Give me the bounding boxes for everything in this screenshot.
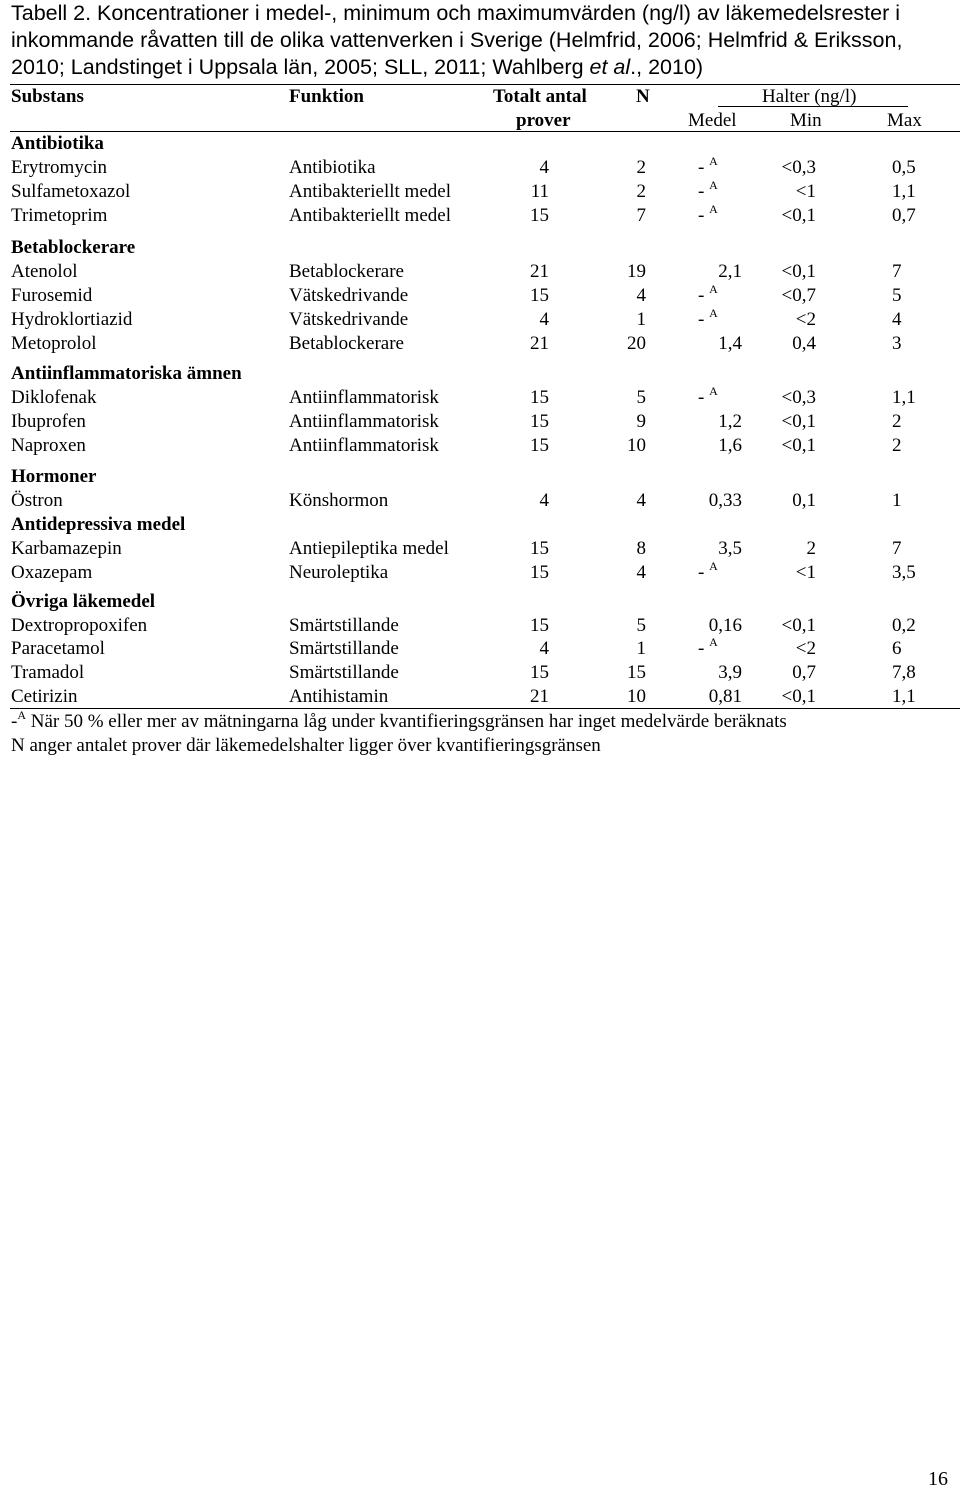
cell-totalt: 4 (539, 309, 549, 330)
header-totalt-antal: Totalt antal (493, 86, 587, 107)
cell-totalt: 15 (530, 562, 549, 583)
caption-etal: et al (589, 55, 631, 79)
cell-medel-sup: A (709, 154, 718, 168)
cell-min: <0,7 (781, 285, 816, 306)
cell-substans: Sulfametoxazol (11, 181, 131, 202)
cell-totalt: 15 (530, 205, 549, 226)
cell-substans: Hydroklortiazid (11, 309, 133, 330)
cell-n: 4 (636, 285, 646, 306)
cell-max: 1 (892, 490, 902, 511)
cell-medel-value: - (698, 285, 705, 306)
cell-funktion: Antiepileptika medel (289, 538, 449, 559)
cell-totalt: 21 (530, 333, 549, 354)
group-title: Övriga läkemedel (11, 591, 156, 612)
footnote-a-sup: A (17, 708, 26, 722)
cell-min: <1 (795, 181, 816, 202)
cell-substans: Metoprolol (11, 333, 97, 354)
cell-max: 0,2 (892, 615, 916, 636)
cell-min: <0,1 (781, 435, 816, 456)
cell-min: <0,1 (781, 205, 816, 226)
cell-min: <0,3 (781, 387, 816, 408)
cell-medel-value: - (698, 157, 705, 178)
cell-substans: Tramadol (11, 662, 85, 683)
cell-min: <0,1 (781, 686, 816, 707)
cell-n: 1 (636, 309, 646, 330)
cell-n: 1 (636, 638, 646, 659)
cell-medel: 1,2 (718, 411, 742, 432)
cell-funktion: Neuroleptika (289, 562, 389, 583)
group-title: Hormoner (11, 466, 97, 487)
cell-n: 9 (636, 411, 646, 432)
cell-max: 0,7 (892, 205, 916, 226)
cell-max: 7,8 (892, 662, 916, 683)
cell-medel (698, 384, 718, 409)
header-prover: prover (516, 110, 571, 131)
cell-totalt: 15 (530, 615, 549, 636)
cell-medel: 3,5 (718, 538, 742, 559)
table-caption (11, 0, 956, 81)
cell-substans: Atenolol (11, 261, 78, 282)
cell-medel (698, 154, 718, 179)
cell-totalt: 15 (530, 411, 549, 432)
cell-medel-sup: A (709, 202, 718, 216)
cell-n: 5 (636, 387, 646, 408)
cell-n: 5 (636, 615, 646, 636)
cell-max: 1,1 (892, 387, 916, 408)
table-top-rule (10, 84, 960, 85)
cell-n: 7 (636, 205, 646, 226)
header-halter: Halter (ng/l) (762, 86, 857, 107)
cell-funktion: Vätskedrivande (289, 285, 409, 306)
cell-substans: Erytromycin (11, 157, 108, 178)
header-min: Min (790, 110, 822, 131)
cell-min: <2 (795, 638, 816, 659)
cell-n: 2 (636, 157, 646, 178)
cell-medel: 0,81 (708, 686, 742, 707)
cell-n: 8 (636, 538, 646, 559)
cell-medel-sup: A (709, 306, 718, 320)
cell-funktion: Antiinflammatorisk (289, 435, 439, 456)
cell-min: <0,1 (781, 615, 816, 636)
cell-funktion: Smärtstillande (289, 662, 399, 683)
header-max: Max (887, 110, 922, 131)
cell-substans: Cetirizin (11, 686, 78, 707)
footnote-n: N anger antalet prover där läkemedelshalter ligger över kvantifieringsgränsen (11, 735, 601, 756)
cell-substans: Karbamazepin (11, 538, 122, 559)
cell-funktion: Antibakteriellt medel (289, 205, 451, 226)
cell-medel-value: - (698, 638, 705, 659)
cell-substans: Paracetamol (11, 638, 105, 659)
cell-medel (698, 635, 718, 660)
cell-medel-value: - (698, 181, 705, 202)
cell-max: 0,5 (892, 157, 916, 178)
cell-n: 4 (636, 490, 646, 511)
cell-max: 2 (892, 435, 902, 456)
cell-min: <0,3 (781, 157, 816, 178)
cell-medel: 1,6 (718, 435, 742, 456)
cell-substans: Furosemid (11, 285, 93, 306)
cell-medel-sup: A (709, 384, 718, 398)
cell-totalt: 15 (530, 662, 549, 683)
cell-substans: Oxazepam (11, 562, 93, 583)
cell-funktion: Könshormon (289, 490, 389, 511)
caption-suffix: ., 2010) (630, 55, 704, 79)
header-n: N (636, 86, 650, 107)
cell-medel-value: - (698, 309, 705, 330)
cell-min: 0,7 (792, 662, 816, 683)
cell-min: 2 (806, 538, 816, 559)
cell-n: 2 (636, 181, 646, 202)
cell-max: 3 (892, 333, 902, 354)
cell-n: 10 (627, 435, 646, 456)
group-title: Antiinflammatoriska ämnen (11, 363, 242, 384)
table-bottom-rule (10, 708, 960, 709)
footnote-a-text: När 50 % eller mer av mätningarna låg under kvantifieringsgränsen har inget medelvärde beräknats (26, 711, 787, 732)
cell-totalt: 4 (539, 638, 549, 659)
cell-medel-sup: A (709, 559, 718, 573)
header-bottom-rule (10, 131, 960, 132)
cell-funktion: Antibakteriellt medel (289, 181, 451, 202)
cell-medel-value: - (698, 562, 705, 583)
cell-medel: 2,1 (718, 261, 742, 282)
cell-medel-value: - (698, 205, 705, 226)
cell-medel: 0,16 (708, 615, 742, 636)
cell-medel (698, 559, 718, 584)
cell-max: 3,5 (892, 562, 916, 583)
cell-max: 2 (892, 411, 902, 432)
header-funktion: Funktion (289, 86, 364, 107)
cell-medel: 3,9 (718, 662, 742, 683)
footnote-a-mark: - (11, 711, 18, 732)
cell-min: <1 (795, 562, 816, 583)
cell-funktion: Betablockerare (289, 261, 404, 282)
cell-totalt: 11 (530, 181, 549, 202)
cell-max: 6 (892, 638, 902, 659)
group-title: Betablockerare (11, 237, 136, 258)
cell-max: 5 (892, 285, 902, 306)
cell-substans: Diklofenak (11, 387, 97, 408)
cell-max: 7 (892, 261, 902, 282)
cell-totalt: 15 (530, 285, 549, 306)
cell-totalt: 21 (530, 261, 549, 282)
cell-medel-value: - (698, 387, 705, 408)
cell-funktion: Antihistamin (289, 686, 389, 707)
cell-max: 4 (892, 309, 902, 330)
cell-max: 1,1 (892, 686, 916, 707)
cell-medel (698, 202, 718, 227)
halter-underline (718, 106, 908, 107)
cell-medel-sup: A (709, 178, 718, 192)
cell-funktion: Smärtstillande (289, 638, 399, 659)
group-title: Antidepressiva medel (11, 514, 186, 535)
cell-totalt: 4 (539, 157, 549, 178)
cell-funktion: Antiinflammatorisk (289, 411, 439, 432)
header-substans: Substans (11, 86, 84, 107)
cell-totalt: 15 (530, 435, 549, 456)
cell-totalt: 21 (530, 686, 549, 707)
group-title: Antibiotika (11, 133, 104, 154)
header-medel: Medel (688, 110, 737, 131)
cell-funktion: Vätskedrivande (289, 309, 409, 330)
cell-medel-sup: A (709, 282, 718, 296)
cell-funktion: Antiinflammatorisk (289, 387, 439, 408)
cell-n: 20 (627, 333, 646, 354)
cell-totalt: 15 (530, 538, 549, 559)
footnote-a (11, 708, 787, 733)
cell-medel (698, 178, 718, 203)
cell-max: 7 (892, 538, 902, 559)
caption-text: Tabell 2. Koncentrationer i medel-, minimum och maximumvärden (ng/l) av läkemedelsrester i inkommande råvatten till de olika vattenverken i Sverige (Helmfrid, 2006; Helmfrid & Eriksson, 2010; Landstinget i Uppsala län, 2005; SLL, 2011; Wahlberg (11, 1, 903, 79)
cell-funktion: Smärtstillande (289, 615, 399, 636)
cell-substans: Östron (11, 490, 63, 511)
cell-min: <0,1 (781, 411, 816, 432)
cell-min: <0,1 (781, 261, 816, 282)
cell-substans: Dextropropoxifen (11, 615, 148, 636)
cell-funktion: Antibiotika (289, 157, 376, 178)
cell-n: 15 (627, 662, 646, 683)
cell-funktion: Betablockerare (289, 333, 404, 354)
cell-min: <2 (795, 309, 816, 330)
cell-medel (698, 306, 718, 331)
cell-min: 0,1 (792, 490, 816, 511)
cell-substans: Trimetoprim (11, 205, 108, 226)
cell-min: 0,4 (792, 333, 816, 354)
cell-totalt: 15 (530, 387, 549, 408)
page-number: 16 (928, 1468, 948, 1490)
cell-medel-sup: A (709, 635, 718, 649)
cell-n: 10 (627, 686, 646, 707)
cell-substans: Naproxen (11, 435, 86, 456)
cell-substans: Ibuprofen (11, 411, 86, 432)
cell-n: 4 (636, 562, 646, 583)
cell-n: 19 (627, 261, 646, 282)
cell-medel (698, 282, 718, 307)
cell-medel: 0,33 (708, 490, 742, 511)
cell-medel: 1,4 (718, 333, 742, 354)
cell-max: 1,1 (892, 181, 916, 202)
cell-totalt: 4 (539, 490, 549, 511)
